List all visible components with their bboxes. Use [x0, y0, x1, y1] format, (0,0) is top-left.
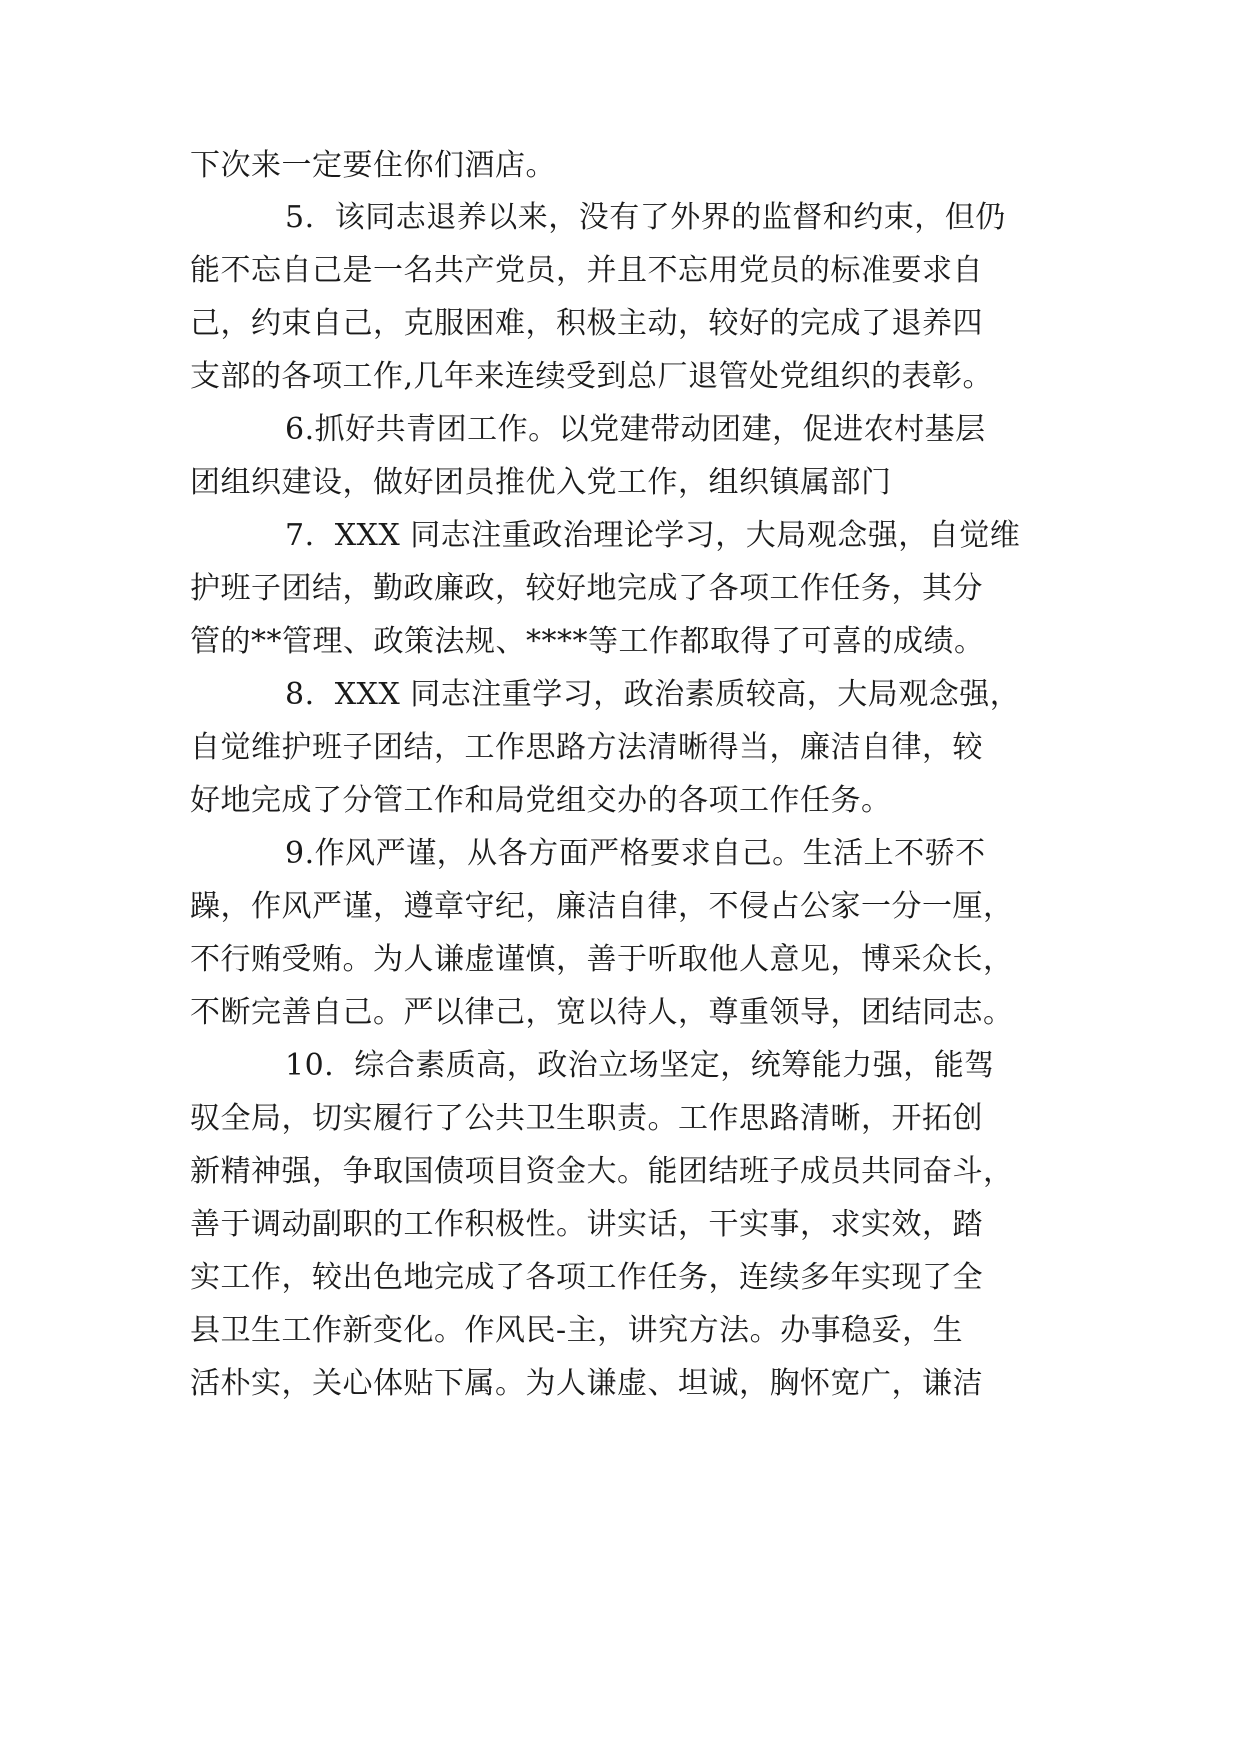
text-line: 自觉维护班子团结，工作思路方法清晰得当，廉洁自律，较 [190, 730, 983, 765]
text-line: 善于调动副职的工作积极性。讲实话，干实事，求实效，踏 [190, 1207, 983, 1242]
text-line: 驭全局，切实履行了公共卫生职责。工作思路清晰，开拓创 [190, 1101, 983, 1136]
text-line: 能不忘自己是一名共产党员，并且不忘用党员的标准要求自 [190, 253, 983, 288]
text-line: 9.作风严谨，从各方面严格要求自己。生活上不骄不 [285, 836, 986, 871]
text-line: 新精神强，争取国债项目资金大。能团结班子成员共同奋斗， [190, 1154, 1014, 1189]
text-line: 不行贿受贿。为人谦虚谨慎，善于听取他人意见，博采众长， [190, 942, 1014, 977]
text-line: 7. XXX 同志注重政治理论学习，大局观念强，自觉维 [285, 518, 1021, 553]
text-line: 不断完善自己。严以律己，宽以待人，尊重领导，团结同志。 [190, 995, 1014, 1030]
text-line: 下次来一定要住你们酒店。 [190, 148, 556, 183]
text-line: 团组织建设，做好团员推优入党工作，组织镇属部门 [190, 465, 892, 500]
text-line: 躁，作风严谨，遵章守纪，廉洁自律，不侵占公家一分一厘， [190, 889, 1014, 924]
text-line: 实工作，较出色地完成了各项工作任务，连续多年实现了全 [190, 1260, 983, 1295]
text-line: 6.抓好共青团工作。以党建带动团建，促进农村基层 [285, 412, 986, 447]
text-line: 活朴实，关心体贴下属。为人谦虚、坦诚，胸怀宽广，谦洁 [190, 1366, 983, 1401]
text-line: 好地完成了分管工作和局党组交办的各项工作任务。 [190, 783, 892, 818]
text-line: 支部的各项工作,几年来连续受到总厂退管处党组织的表彰。 [190, 359, 994, 394]
text-line: 5. 该同志退养以来，没有了外界的监督和约束，但仍 [285, 200, 1006, 235]
text-line: 8. XXX 同志注重学习，政治素质较高，大局观念强， [285, 677, 1021, 712]
text-line: 护班子团结，勤政廉政，较好地完成了各项工作任务，其分 [190, 571, 983, 606]
text-line: 10. 综合素质高，政治立场坚定，统筹能力强，能驾 [285, 1048, 995, 1083]
text-line: 管的**管理、政策法规、****等工作都取得了可喜的成绩。 [190, 624, 985, 659]
text-line: 县卫生工作新变化。作风民-主，讲究方法。办事稳妥，生 [190, 1313, 964, 1348]
text-line: 己，约束自己，克服困难，积极主动，较好的完成了退养四 [190, 306, 983, 341]
